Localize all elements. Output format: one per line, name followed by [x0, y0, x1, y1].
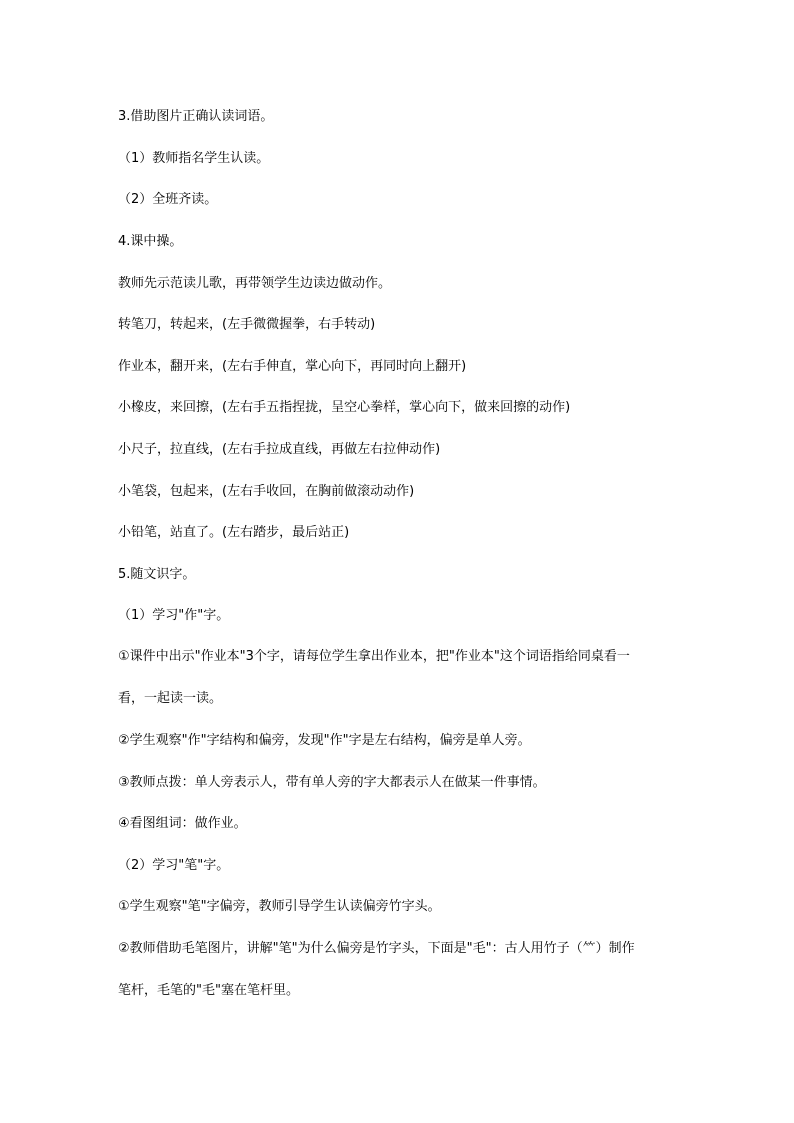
- step-3-heading: 3.借助图片正确认读词语。: [118, 109, 274, 124]
- step-3-item-1: （1）教师指名学生认读。: [118, 151, 270, 166]
- step-5-sub-1: （1）学习"作"字。: [118, 608, 230, 623]
- step-5-sub-1-item-1-cont: 看，一起读一读。: [118, 691, 223, 706]
- step-5-sub-1-item-1: ①课件中出示"作业本"3个字，请每位学生拿出作业本，把"作业本"这个词语指给同桌看一: [118, 649, 630, 664]
- rhyme-line-3: 小橡皮，来回擦，(左右手五指捏拢，呈空心拳样，掌心向下，做来回擦的动作): [118, 400, 571, 415]
- rhyme-line-6: 小铅笔，站直了。(左右踏步，最后站正): [118, 525, 350, 540]
- step-5-sub-2-item-1: ①学生观察"笔"字偏旁，教师引导学生认读偏旁竹字头。: [118, 899, 441, 914]
- step-3-item-2: （2）全班齐读。: [118, 192, 218, 207]
- step-5-sub-1-item-3: ③教师点拨：单人旁表示人，带有单人旁的字大都表示人在做某一件事情。: [118, 775, 546, 790]
- step-5-heading: 5.随文识字。: [118, 567, 196, 582]
- rhyme-line-1: 转笔刀，转起来，(左手微微握拳，右手转动): [118, 317, 376, 332]
- rhyme-line-2: 作业本，翻开来，(左右手伸直，掌心向下，再同时向上翻开): [118, 359, 467, 374]
- rhyme-line-5: 小笔袋，包起来，(左右手收回，在胸前做滚动动作): [118, 484, 415, 499]
- step-5-sub-2-item-2: ②教师借助毛笔图片，讲解"笔"为什么偏旁是竹字头，下面是"毛"：古人用竹子（⺮）制作: [118, 941, 635, 956]
- rhyme-line-4: 小尺子，拉直线，(左右手拉成直线，再做左右拉伸动作): [118, 442, 441, 457]
- step-4-intro: 教师先示范读儿歌，再带领学生边读边做动作。: [118, 276, 392, 291]
- step-5-sub-2: （2）学习"笔"字。: [118, 858, 230, 873]
- step-4-heading: 4.课中操。: [118, 234, 183, 249]
- step-5-sub-1-item-2: ②学生观察"作"字结构和偏旁，发现"作"字是左右结构，偏旁是单人旁。: [118, 733, 531, 748]
- step-5-sub-1-item-4: ④看图组词：做作业。: [118, 816, 247, 831]
- step-5-sub-2-item-2-cont: 笔杆，毛笔的"毛"塞在笔杆里。: [118, 983, 299, 998]
